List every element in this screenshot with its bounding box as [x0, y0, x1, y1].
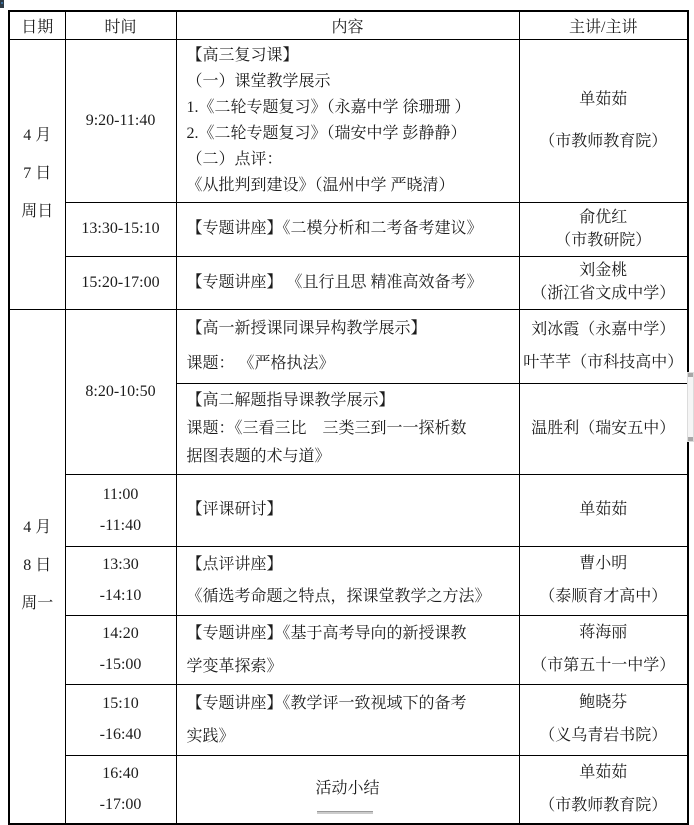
speaker-cell — [519, 202, 688, 256]
speaker-name: 曹小明 — [579, 555, 628, 572]
content-line: （一）课堂教学展示 — [186, 72, 331, 90]
date-cell-apr8 — [9, 309, 65, 824]
content-cell — [176, 309, 519, 383]
content-line: 【专题讲座】《教学评一致视域下的备考 — [186, 694, 467, 712]
time-text: 9:20-11:40 — [85, 111, 156, 129]
time-text: -15:00 — [99, 656, 142, 673]
speaker-org: （市教研院） — [555, 231, 652, 249]
table-row — [9, 615, 688, 684]
corner-artifact — [0, 0, 4, 8]
speaker-name: 俞优红 — [579, 208, 628, 226]
speaker-org: （市教师教育院） — [539, 132, 668, 150]
content-line: 【评课研讨】 — [186, 501, 283, 518]
content-cell — [176, 615, 519, 684]
date-line: 周一 — [21, 595, 54, 613]
content-line: 2.《二轮专题复习》（瑞安中学 彭静静） — [186, 124, 467, 142]
speaker-org: （市第五十一中学） — [531, 657, 676, 674]
content-line: 【专题讲座】《二模分析和二考备考建议》 — [186, 220, 483, 237]
time-text: 16:40 — [102, 764, 139, 782]
time-text: 11:00 — [102, 485, 139, 503]
content-line: 实践》 — [186, 727, 235, 745]
col-header-time: 时间 — [65, 11, 176, 39]
time-cell — [65, 256, 176, 309]
speaker-name: 刘金桃 — [579, 262, 628, 279]
scrollbar-up-cap[interactable] — [688, 373, 693, 377]
table-row — [9, 474, 688, 546]
date-line: 4 月 — [23, 127, 52, 144]
table-row — [9, 202, 688, 256]
time-cell — [65, 309, 176, 474]
time-cell — [65, 546, 176, 615]
table-row — [9, 256, 688, 309]
time-text: 13:30 — [102, 556, 139, 573]
scrollbar[interactable] — [687, 372, 694, 442]
time-text: -11:40 — [99, 516, 142, 534]
date-line: 7 日 — [23, 165, 52, 182]
time-text: 15:20-17:00 — [81, 273, 160, 291]
speaker-name: 鲍晓芬 — [579, 694, 628, 711]
speaker-org: （浙江省文成中学） — [531, 285, 676, 302]
content-line: 【高一新授课同课异构教学展示】 — [186, 320, 427, 337]
content-line: 【专题讲座】 《且行且思 精准高效备考》 — [186, 273, 483, 291]
content-line: 【高二解题指导课教学展示】 — [186, 391, 395, 409]
content-cell — [176, 474, 519, 546]
content-line: 课题：《三看三比 三类三到一一探析数 — [186, 419, 467, 437]
date-line: 4 月 — [23, 519, 52, 537]
time-text: 13:30-15:10 — [81, 220, 160, 237]
content-cell — [176, 684, 519, 755]
date-line: 8 日 — [23, 557, 52, 575]
time-text: 15:10 — [102, 695, 139, 712]
col-header-date: 日期 — [9, 11, 65, 39]
col-header-speaker: 主讲/主讲 — [519, 11, 688, 39]
speaker-name: 刘冰霞（永嘉中学） — [531, 320, 676, 338]
content-line: （二）点评： — [186, 150, 283, 168]
speaker-name: 单茹茹 — [579, 501, 628, 518]
content-line: 《从批判到建设》（温州中学 严晓清） — [186, 176, 455, 194]
speaker-org: （义乌青岩书院） — [539, 727, 668, 744]
time-text: -14:10 — [99, 587, 142, 604]
date-line: 周日 — [21, 203, 54, 220]
time-cell — [65, 202, 176, 256]
speaker-name: 单茹茹 — [579, 90, 628, 108]
content-cell — [176, 383, 519, 474]
content-cell — [176, 546, 519, 615]
time-text: 8:20-10:50 — [85, 382, 156, 400]
speaker-org: （泰顺育才高中） — [539, 588, 668, 605]
table-row — [9, 684, 688, 755]
content-cell — [176, 202, 519, 256]
speaker-name: 温胜利（瑞安五中） — [531, 419, 676, 437]
speaker-cell — [519, 309, 688, 383]
time-cell — [65, 615, 176, 684]
table-row — [9, 39, 688, 202]
time-text: 14:20 — [102, 625, 139, 642]
speaker-cell — [519, 684, 688, 755]
table-row — [9, 309, 688, 383]
scrollbar-down-cap[interactable] — [688, 437, 693, 441]
content-line: 学变革探索》 — [186, 657, 283, 675]
time-cell — [65, 474, 176, 546]
header-row — [9, 11, 688, 39]
content-cell — [176, 39, 519, 202]
content-line: 【专题讲座】《基于高考导向的新授课教 — [186, 624, 467, 642]
schedule-table — [8, 10, 689, 825]
col-header-content: 内容 — [176, 11, 519, 39]
date-cell-apr7 — [9, 39, 65, 309]
content-line: 【高三复习课】 — [186, 46, 299, 64]
speaker-cell — [519, 615, 688, 684]
speaker-cell — [519, 256, 688, 309]
content-line: 【点评讲座】 — [186, 556, 283, 573]
content-cell — [176, 256, 519, 309]
speaker-name: 叶芊芊（市科技高中） — [523, 353, 684, 371]
content-line: 课题： 《严格执法》 — [186, 355, 335, 372]
speaker-org: （市教师教育院） — [539, 796, 668, 814]
time-text: -17:00 — [99, 795, 142, 813]
speaker-cell — [519, 546, 688, 615]
speaker-cell — [519, 39, 688, 202]
time-text: -16:40 — [99, 726, 142, 743]
content-line: 1.《二轮专题复习》（永嘉中学 徐珊珊 ） — [186, 98, 471, 116]
speaker-cell — [519, 383, 688, 474]
speaker-cell — [519, 474, 688, 546]
time-cell — [65, 39, 176, 202]
content-line: 据图表题的术与道》 — [186, 447, 331, 465]
table-row — [9, 546, 688, 615]
speaker-name: 蒋海丽 — [579, 624, 628, 641]
content-line: 《循选考命题之特点，探课堂教学之方法》 — [186, 588, 491, 605]
time-cell — [65, 684, 176, 755]
speaker-name: 单茹茹 — [579, 763, 628, 781]
content-line: 活动小结 — [315, 780, 380, 798]
